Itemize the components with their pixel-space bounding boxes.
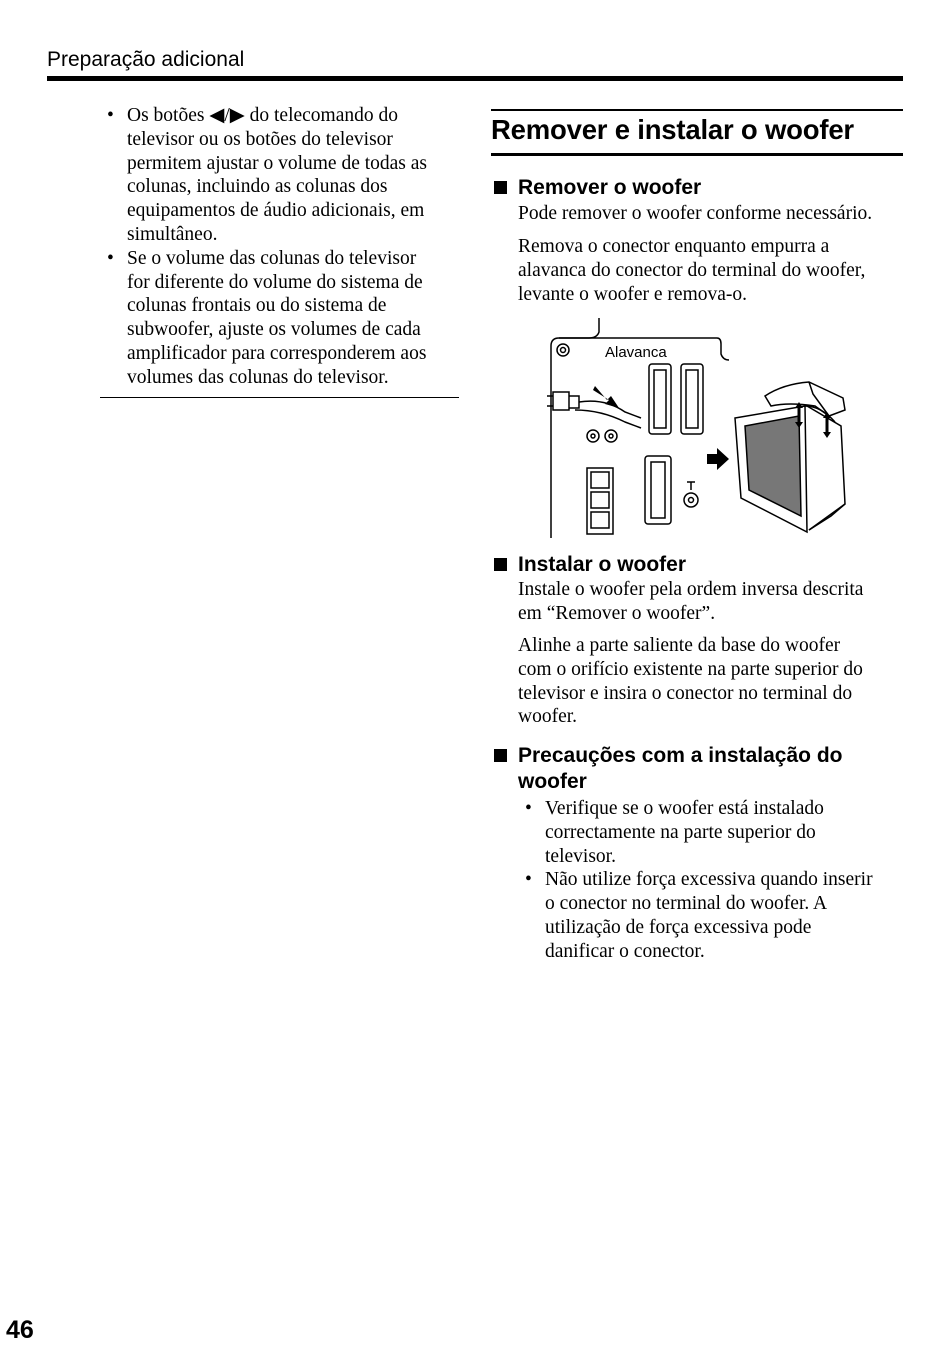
screw-icon [557,344,569,356]
text-line: Se o volume das colunas do televisor [127,247,417,269]
scart-connector-icon [681,364,703,434]
text-line: colunas, incluindo as colunas dos [127,176,388,198]
text-line: Remova o conector enquanto empurra a [518,236,830,257]
text-line: com o orifício existente na parte superior do [518,658,863,680]
tv-screen [745,416,801,516]
woofer-removal-illustration [545,314,865,546]
text-line: alavanca do conector do terminal do woofer, [518,259,866,281]
text-line: Alinhe a parte saliente da base do woofer [518,635,841,656]
text-line: Instale o woofer pela ordem inversa descrita [518,579,864,600]
text-line: levante o woofer e remova-o. [518,283,748,305]
bullet-icon: • [525,798,532,819]
text-line: televisor ou os botões do televisor [127,128,393,150]
text-line: simultâneo. [127,223,218,245]
section-title-top-rule [491,109,903,111]
square-bullet-icon [494,558,507,571]
panel-outline [551,318,599,538]
list-item [518,797,910,868]
column-end-rule [100,397,459,398]
text-line: em “Remover o woofer”. [518,602,716,624]
pull-arrow-icon [593,386,619,408]
rca-jack-icon [587,430,599,442]
install-woofer-heading: Instalar o woofer [491,552,686,578]
lever-label: Alavanca [605,344,667,361]
text-line: Pode remover o woofer conforme necessário. [518,203,873,224]
remove-woofer-heading: Remover o woofer [491,175,701,201]
running-header: Preparação adicional [47,48,245,71]
text-line: woofer. [518,706,578,728]
section-title-bottom-rule [491,153,903,156]
text-line: utilização de força excessiva pode [545,916,812,938]
text-line: for diferente do volume do sistema de [127,271,423,293]
bullet-icon: • [107,105,114,126]
left-column [100,104,458,390]
text-line: televisor. [545,845,616,867]
text-line: subwoofer, ajuste os volumes de cada [127,319,421,341]
section-title: Remover e instalar o woofer [491,114,854,145]
text-line: Os botões ◀/▶ do telecomando do [127,105,398,126]
volume-notes-list [100,104,458,390]
text-line: Verifique se o woofer está instalado [545,798,824,819]
bullet-icon: • [525,869,532,891]
right-arrow-icon [707,448,729,470]
text-line: correctamente na parte superior do [545,821,816,843]
header-rule [47,76,903,81]
text-line: televisor e insira o conector no terminal do [518,682,853,704]
text-line: danificar o conector. [545,940,705,962]
list-item [518,868,910,963]
list-item [100,104,458,247]
remove-paragraph-1 [518,202,908,226]
antenna-jack-icon [684,493,698,507]
rca-jack-icon [605,430,617,442]
text-line: volumes das colunas do televisor. [127,366,389,388]
scart-connector-icon [645,456,671,524]
precautions-heading: Precauções com a instalação do woofer [491,743,842,795]
precautions-list [518,797,910,964]
install-paragraph-1 [518,578,908,626]
square-bullet-icon [494,749,507,762]
scart-connector-icon [649,364,671,434]
remove-paragraph-2 [518,235,908,306]
text-line: o conector no terminal do woofer. A [545,893,828,915]
install-paragraph-2 [518,634,908,729]
text-line: Não utilize força excessiva quando inserir [545,869,873,891]
list-item [100,247,458,390]
bullet-icon: • [107,247,114,269]
page-number: 46 [6,1316,34,1344]
square-bullet-icon [494,181,507,194]
text-line: amplificador para corresponderem aos [127,342,427,364]
text-line: colunas frontais ou do sistema de [127,295,387,317]
text-line: equipamentos de áudio adicionais, em [127,200,425,222]
text-line: permitem ajustar o volume de todas as [127,152,428,174]
